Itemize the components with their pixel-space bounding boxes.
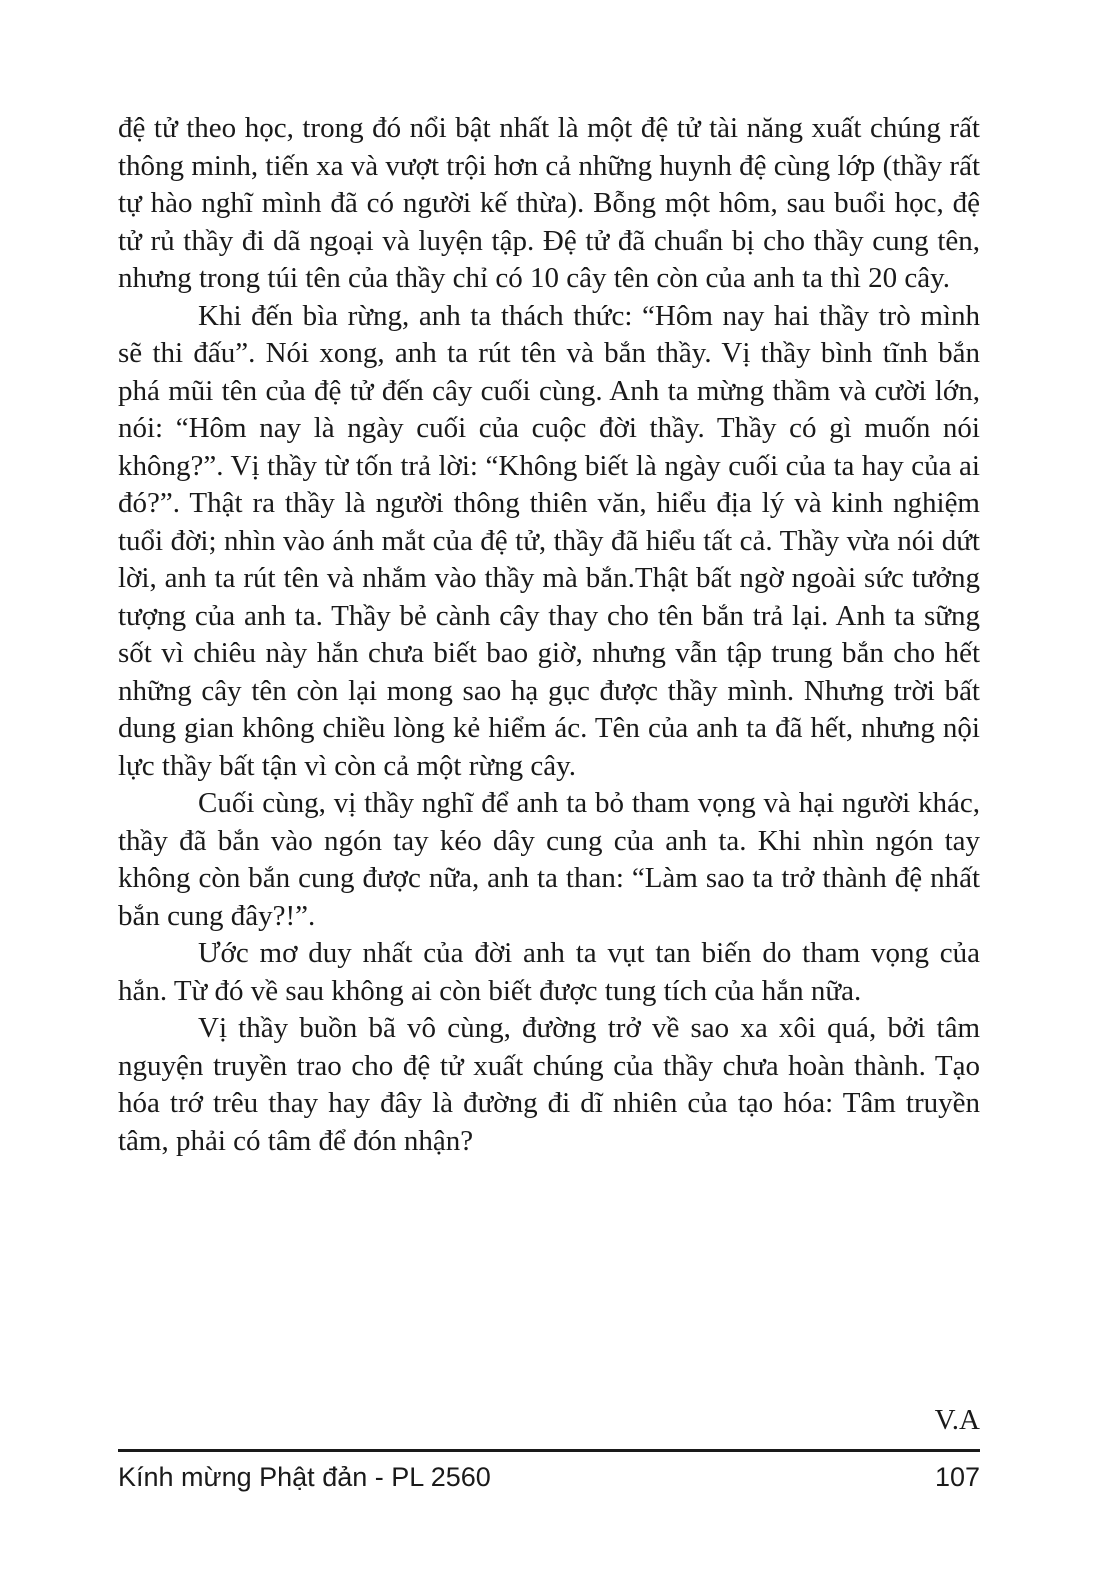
footer-title: Kính mừng Phật đản - PL 2560 bbox=[118, 1462, 491, 1492]
paragraph-1: đệ tử theo học, trong đó nổi bật nhất là một đệ tử tài năng xuất chúng rất thông minh, tiến xa và vượt trội hơn cả những huynh đệ cùng lớp (thầy rất tự hào nghĩ mình đã có người kế thừa). Bỗng một hôm, sau buổi học, đệ tử rủ thầy đi dã ngoại và luyện tập. Đệ tử đã chuẩn bị cho thầy cung tên, nhưng trong túi tên của thầy chỉ có 10 cây tên còn của anh ta thì 20 cây. bbox=[118, 112, 980, 294]
paragraph-3: Cuối cùng, vị thầy nghĩ để anh ta bỏ tham vọng và hại người khác, thầy đã bắn vào ngón tay kéo dây cung của anh ta. Khi nhìn ngón tay không còn bắn cung được nữa, anh ta than: “Làm sao ta trở thành đệ nhất bắn cung đây?!”. bbox=[118, 787, 980, 932]
page-number: 107 bbox=[934, 1462, 980, 1492]
footer-divider bbox=[118, 1449, 980, 1452]
paragraph-5: Vị thầy buồn bã vô cùng, đường trở về sao xa xôi quá, bởi tâm nguyện truyền trao cho đệ tử xuất chúng của thầy chưa hoàn thành. Tạo hóa trớ trêu thay hay đây là đường đi dĩ nhiên của tạo hóa: Tâm truyền tâm, phải có tâm để đón nhận? bbox=[118, 1012, 980, 1157]
paragraph-4: Ước mơ duy nhất của đời anh ta vụt tan biến do tham vọng của hắn. Từ đó về sau không ai còn biết được tung tích của hắn nữa. bbox=[118, 937, 980, 1007]
page-footer bbox=[118, 1460, 980, 1494]
paragraph-2: Khi đến bìa rừng, anh ta thách thức: “Hôm nay hai thầy trò mình sẽ thi đấu”. Nói xong, anh ta rút tên và bắn thầy. Vị thầy bình tĩnh bắn phá mũi tên của đệ tử đến cây cuối cùng. Anh ta mừng thầm và cười lớn, nói: “Hôm nay là ngày cuối của cuộc đời thầy. Thầy có gì muốn nói không?”. Vị thầy từ tốn trả lời: “Không biết là ngày cuối của ta hay của ai đó?”. Thật ra thầy là người thông thiên văn, hiểu địa lý và kinh nghiệm tuổi đời; nhìn vào ánh mắt của đệ tử, thầy đã hiểu tất cả. Thầy vừa nói dứt lời, anh ta rút tên và nhắm vào thầy mà bắn.Thật bất ngờ ngoài sức tưởng tượng của anh ta. Thầy bẻ cành cây thay cho tên bắn trả lại. Anh ta sững sốt vì chiêu này hắn chưa biết bao giờ, nhưng vẫn tập trung bắn cho hết những cây tên còn lại mong sao hạ gục được thầy mình. Nhưng trời bất dung gian không chiều lòng kẻ hiểm ác. Tên của anh ta đã hết, nhưng nội lực thầy bất tận vì còn cả một rừng cây. bbox=[118, 299, 980, 782]
body-text bbox=[118, 110, 980, 1160]
author-signature: V.A bbox=[934, 1404, 980, 1436]
